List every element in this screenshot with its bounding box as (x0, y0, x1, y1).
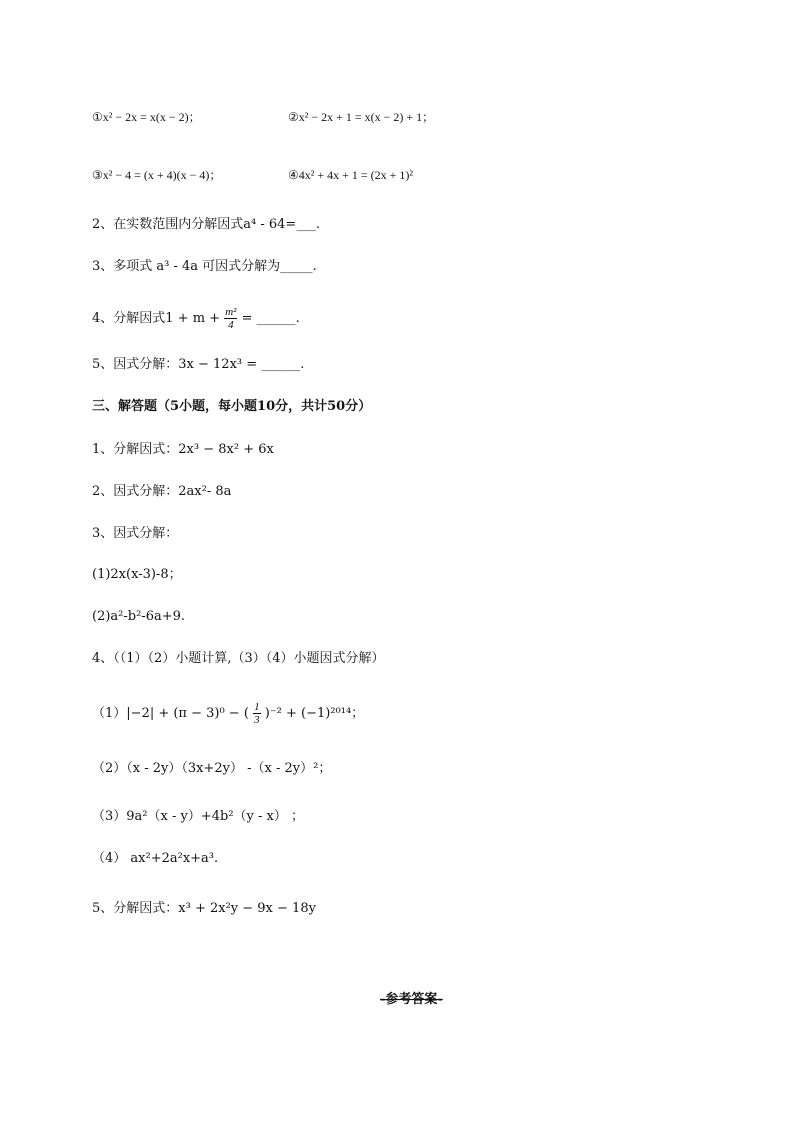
fraction-denominator: 3 (254, 714, 260, 726)
answer-question-4-part-1-suffix: )⁻² + (−1)²⁰¹⁴； (264, 706, 365, 721)
section-heading: 三、解答题（5小题，每小题10分，共计50分） (92, 399, 372, 414)
answer-question-3: 3、因式分解： (92, 526, 179, 541)
fill-question-5: 5、因式分解：3x − 12x³ = ______. (92, 357, 305, 372)
fraction-one-third (253, 701, 261, 726)
fill-question-4 (92, 306, 300, 331)
answer-question-2: 2、因式分解：2ax²- 8a (92, 484, 232, 499)
answer-question-4-part-1-prefix: （1）|−2| + (π − 3)⁰ − ( (92, 706, 249, 721)
answer-question-3-part-2: (2)a²-b²-6a+9. (92, 609, 186, 624)
fill-question-4-suffix: = ______. (241, 311, 300, 326)
option-4: ④4x² + 4x + 1 = (2x + 1)² (288, 168, 414, 182)
answer-question-4: 4、（（1）（2）小题计算,（3）（4）小题因式分解） (92, 651, 385, 666)
fill-question-4-prefix: 4、分解因式1 + m + (92, 311, 221, 326)
fraction-m-squared-over-4 (224, 306, 237, 331)
option-3: ③x² − 4 = (x + 4)(x − 4)； (92, 168, 222, 182)
fraction-numerator: 1 (254, 701, 260, 713)
option-2: ②x² − 2x + 1 = x(x − 2) + 1； (288, 110, 435, 124)
answer-question-4-part-2: （2）（x - 2y）（3x+2y） -（x - 2y）²； (92, 761, 332, 776)
fraction-denominator: 4 (228, 319, 234, 331)
answer-section-title: -参考答案- (380, 992, 443, 1007)
answer-question-4-part-3: （3）9a²（x - y）+4b²（y - x） ； (92, 809, 304, 824)
answer-question-4-part-4: （4） ax²+2a²x+a³. (92, 851, 219, 866)
fill-question-3: 3、多项式 a³ - 4a 可因式分解为_____. (92, 259, 317, 274)
answer-question-5: 5、分解因式：x³ + 2x²y − 9x − 18y (92, 901, 316, 916)
fraction-numerator: m² (225, 306, 237, 318)
answer-question-1: 1、分解因式：2x³ − 8x² + 6x (92, 442, 274, 457)
answer-question-4-part-1 (92, 701, 364, 726)
fill-question-2: 2、在实数范围内分解因式a⁴ - 64=___. (92, 217, 320, 232)
answer-question-3-part-1: (1)2x(x-3)-8； (92, 567, 182, 582)
option-1: ①x² − 2x = x(x − 2)； (92, 110, 201, 124)
